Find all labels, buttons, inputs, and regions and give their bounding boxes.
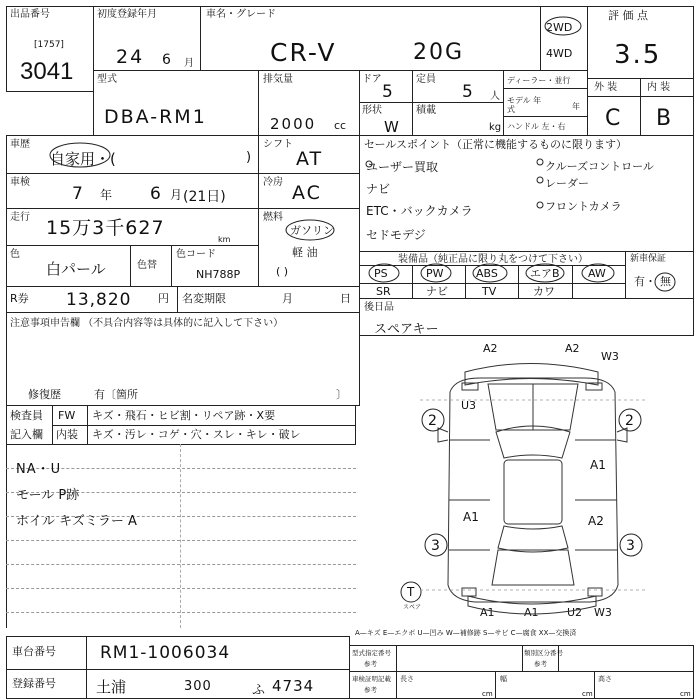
repair-close: 〕: [336, 388, 347, 401]
shape: W: [384, 118, 401, 136]
length-label: 長さ: [400, 675, 414, 683]
lot-small: [1757]: [34, 40, 64, 50]
circle-left-fender: [422, 409, 444, 431]
load-label: 積載: [416, 105, 436, 116]
new-car-yes: 有・: [634, 275, 656, 288]
lot-number: 3041: [20, 58, 74, 85]
plate-kana: ふ: [252, 683, 268, 698]
inspection-year-unit: 年: [100, 188, 113, 202]
mark-rear-4: W3: [594, 606, 612, 619]
model-year-unit: 年: [572, 102, 580, 111]
color-label: 色: [10, 249, 20, 260]
post-label: 後日品: [364, 302, 394, 313]
bullet-r1: [537, 159, 543, 165]
cert-sub: 参考: [364, 660, 377, 668]
mark-left-fender: 2: [428, 413, 437, 429]
shape-label: 形状: [362, 105, 382, 116]
bullet-r2: [537, 177, 543, 183]
model-year-label: モデル 年式: [507, 96, 542, 114]
exterior-label: 外 装: [594, 82, 618, 93]
plate-class: 300: [184, 679, 212, 694]
post-value: スペアキー: [374, 322, 439, 337]
mark-left-door: A1: [463, 510, 479, 524]
new-car-no: 無: [660, 275, 671, 288]
mark-rear-3: U2: [567, 606, 583, 619]
sales-item-r3: フロントカメラ: [545, 200, 622, 213]
doors-label: ドア: [362, 74, 382, 85]
mark-right-door-front: A1: [590, 458, 606, 472]
sales-item-r2: レーダー: [545, 177, 589, 190]
sales-item-2: ナビ: [366, 182, 391, 196]
mark-rear-2: A1: [524, 606, 539, 619]
inspection-label: 車検: [10, 177, 30, 188]
fuel-label: 燃料: [263, 212, 283, 223]
mark-right-quarter: 3: [626, 538, 635, 554]
ticket-label: R券: [10, 292, 29, 305]
circle-pw: [421, 264, 451, 282]
size-sub: 参考: [364, 686, 377, 694]
history-value: 自家用・(: [50, 150, 116, 168]
length-unit: cm: [482, 690, 493, 698]
score-label: 評 価 点: [608, 9, 648, 22]
first-reg-label: 初度登録年月: [97, 9, 157, 20]
notes-label: 注意事項申告欄 （不具合内容等は具体的に記入して下さい）: [10, 318, 284, 329]
inspection-year: 7: [72, 184, 85, 204]
mileage-unit: km: [218, 235, 231, 244]
circle-jikayo: [50, 143, 110, 167]
fw-label: FW: [58, 409, 76, 422]
equip-ps: PS: [374, 267, 388, 280]
circle-abs: [473, 264, 507, 282]
color: 白パール: [46, 260, 106, 278]
drive-4wd: 4WD: [546, 47, 573, 60]
equip-tv: TV: [482, 285, 497, 298]
first-reg-unit: 月: [184, 58, 194, 69]
mark-spare-t: T: [407, 585, 415, 599]
load-unit: kg: [489, 122, 502, 133]
circle-spare: [401, 582, 421, 602]
inspector-note-3: ホイル キズミラー A: [16, 514, 137, 529]
first-reg-year: 24: [116, 46, 145, 68]
seats-label: 定員: [416, 74, 436, 85]
ac: AC: [292, 182, 322, 204]
mark-left-quarter: 3: [431, 538, 440, 554]
cert-label: 型式指定番号: [352, 649, 391, 657]
car-name: CR-V: [270, 38, 337, 67]
circle-aw: [582, 264, 614, 282]
inspector-note-2: モール P跡: [16, 488, 80, 503]
displacement-unit: cc: [334, 119, 347, 132]
circle-right-quarter: [620, 534, 642, 556]
circle-left-quarter: [425, 534, 447, 556]
fuel-gasoline: ガソリン: [290, 224, 334, 237]
ticket-value: 13,820: [66, 290, 132, 310]
interior-grade: B: [656, 106, 674, 131]
seats: 5: [462, 82, 475, 102]
circle-no-warranty: [655, 273, 675, 291]
new-car-label: 新車保証: [630, 254, 667, 264]
equip-sr: SR: [376, 285, 391, 298]
ac-label: 冷房: [263, 177, 283, 188]
plate-region: 土浦: [96, 678, 127, 696]
class-sub: 参考: [534, 660, 547, 668]
title-change-day: 日: [340, 292, 351, 305]
mark-right-door-rear: A2: [588, 514, 604, 528]
grade: 20G: [413, 40, 465, 65]
sales-label: セールスポイント（正常に機能するものに限ります）: [364, 138, 628, 151]
inspection-day: (21日): [183, 189, 226, 205]
doors: 5: [382, 82, 395, 102]
title-change-label: 名変期限: [182, 292, 226, 305]
inspector-label2: 記入欄: [10, 428, 43, 441]
ticket-unit: 円: [158, 292, 169, 305]
equip-airbag: エアB: [530, 267, 560, 280]
drive-2wd: 2WD: [546, 21, 573, 34]
title-change-month: 月: [282, 292, 293, 305]
inspector-label: 検査員: [10, 409, 43, 422]
circle-right-fender: [619, 409, 641, 431]
sales-item-r1: クルーズコントロール: [545, 160, 654, 173]
handle-label: ハンドル 左・右: [507, 122, 566, 131]
circle-airbag: [526, 264, 564, 282]
interior-text: キズ・汚レ・コゲ・穴・スレ・キレ・破レ: [92, 428, 301, 441]
sales-item-4: セドモデジ: [366, 228, 426, 242]
sales-item-1: ユーザー買取: [366, 160, 439, 174]
width-unit: cm: [582, 690, 593, 698]
mark-spare-label: スペア: [403, 604, 422, 611]
chassis: RM1-1006034: [100, 643, 231, 663]
inspector-note-1: NA・U: [16, 462, 62, 477]
bullet-1: [366, 161, 372, 167]
fw-text: キズ・飛石・ヒビ割・リペア跡・X要: [92, 409, 276, 422]
mileage: 15万3千627: [46, 217, 165, 239]
lot-label: 出品番号: [10, 9, 50, 20]
mark-hood-u3: U3: [461, 399, 477, 412]
height-label: 高さ: [598, 675, 612, 683]
size-label: 車検証明記載: [352, 675, 391, 683]
dealer-label: ディーラー・並行: [507, 76, 571, 85]
exterior-grade: C: [605, 106, 623, 131]
model-label: 型式: [97, 74, 117, 85]
fuel-paren: ( ): [276, 265, 289, 278]
history-label: 車歴: [10, 139, 30, 150]
displacement-label: 排気量: [263, 74, 293, 85]
plate-label: 登録番号: [12, 677, 56, 690]
mileage-label: 走行: [10, 212, 30, 223]
interior-row-label: 内装: [56, 428, 78, 441]
mark-rear-1: A1: [480, 606, 495, 619]
seats-unit: 人: [490, 91, 500, 102]
displacement: 2000: [270, 115, 317, 133]
interior-label: 内 装: [647, 82, 671, 93]
plate-number: 4734: [272, 677, 315, 695]
height-unit: cm: [680, 690, 691, 698]
color-code: NH788P: [196, 268, 241, 281]
equip-abs: ABS: [476, 267, 498, 280]
circle-2wd: [545, 17, 581, 35]
equip-navi: ナビ: [426, 285, 448, 298]
mark-front-1: A2: [483, 342, 498, 355]
equip-aw: AW: [588, 267, 606, 280]
car-name-label: 車名・グレード: [206, 9, 276, 20]
repair-value: 有〔箇所: [94, 388, 138, 401]
mark-right-fender: 2: [625, 413, 634, 429]
score: 3.5: [614, 40, 662, 70]
inspection-month: 6: [150, 184, 163, 204]
first-reg-month: 6: [162, 52, 173, 68]
mark-front-2: A2: [565, 342, 580, 355]
sales-item-3: ETC・バックカメラ: [366, 204, 473, 218]
equip-leather: カワ: [533, 285, 555, 298]
width-label: 幅: [500, 675, 507, 683]
inspection-month-unit: 月: [170, 188, 183, 202]
equip-pw: PW: [426, 267, 444, 280]
color-change-label: 色替: [137, 260, 157, 271]
fuel-light-oil: 軽 油: [292, 246, 318, 259]
class-label: 類別区分番号: [524, 649, 563, 657]
history-close: ): [246, 150, 252, 165]
circle-gasoline: [286, 220, 334, 240]
car-diagram: [438, 364, 627, 615]
repair-label: 修復歴: [28, 388, 61, 401]
color-code-label: 色コード: [176, 249, 216, 260]
shift: AT: [296, 148, 324, 170]
model: DBA-RM1: [104, 106, 207, 128]
circle-ps: [369, 264, 399, 282]
chassis-label: 車台番号: [12, 645, 56, 658]
bullet-r3: [537, 202, 543, 208]
legend: A—キズ E—エクボ U—凹み W—補修跡 S—サビ C—腐食 XX—交換済: [355, 629, 577, 637]
shift-label: シフト: [263, 139, 293, 150]
mark-front-3: W3: [601, 350, 619, 363]
equipment-label: 装備品（純正品に限り丸をつけて下さい）: [398, 254, 588, 265]
